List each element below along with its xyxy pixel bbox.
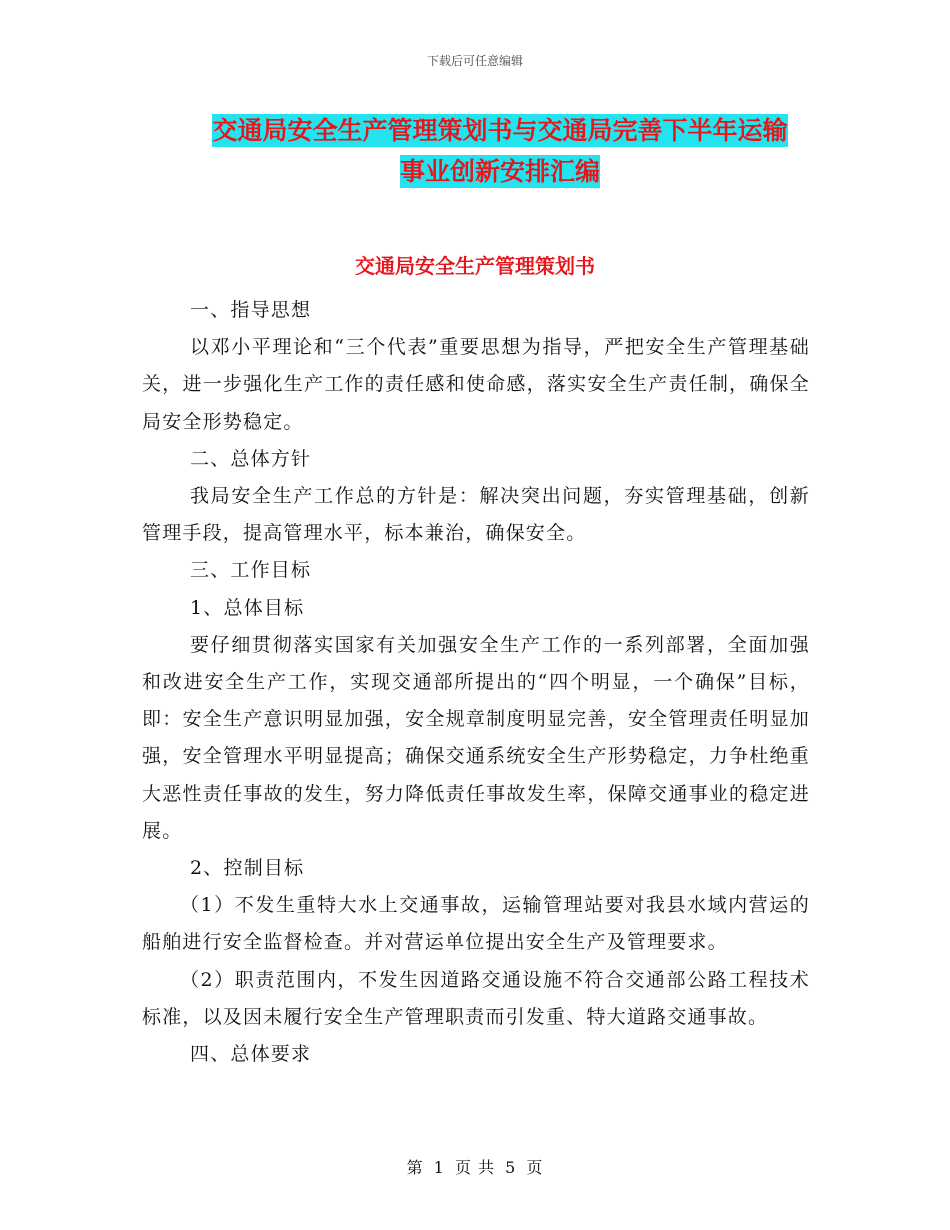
paragraph: （1）不发生重特大水上交通事故，运输管理站要对我县水域内营运的船舶进行安全监督检查。并对营运单位提出安全生产及管理要求。 xyxy=(142,894,810,954)
heading-work-goals: 三、工作目标 xyxy=(190,559,312,582)
header-note: 下载后可任意编辑 xyxy=(426,54,523,68)
subheading-control-goal: 2、控制目标 xyxy=(190,857,305,880)
page-current: 1 xyxy=(433,1158,445,1177)
page-total: 5 xyxy=(505,1158,517,1177)
page-footer xyxy=(0,1155,950,1178)
document-title-line-2: 事业创新安排汇编 xyxy=(399,157,600,186)
heading-overall-requirements: 四、总体要求 xyxy=(190,1043,312,1066)
page-label-suffix: 页 xyxy=(526,1158,544,1177)
document-body xyxy=(142,292,810,1073)
document-title xyxy=(190,110,810,192)
paragraph: （2）职责范围内，不发生因道路交通设施不符合交通部公路工程技术标准，以及因未履行安全生产管理职责而引发重、特大道路交通事故。 xyxy=(142,968,810,1028)
subheading-overall-goal: 1、总体目标 xyxy=(190,596,305,619)
paragraph: 要仔细贯彻落实国家有关加强安全生产工作的一系列部署，全面加强和改进安全生产工作，实现交通部所提出的“四个明显，一个确保”目标，即：安全生产意识明显加强，安全规章制度明显完善，安全管理责任明显加强，安全管理水平明显提高；确保交通系统安全生产形势稳定，力争杜绝重大恶性责任事故的发生，努力降低责任事故发生率，保障交通事业的稳定进展。 xyxy=(142,633,810,842)
document-title-line-1: 交通局安全生产管理策划书与交通局完善下半年运输 xyxy=(212,116,788,145)
paragraph: 我局安全生产工作总的方针是：解决突出问题，夯实管理基础，创新管理手段，提高管理水平，标本兼治，确保安全。 xyxy=(142,485,810,545)
heading-general-policy: 二、总体方针 xyxy=(190,447,312,470)
section-title: 交通局安全生产管理策划书 xyxy=(355,254,595,278)
page-label-middle: 页 共 xyxy=(454,1158,496,1177)
heading-guiding-ideology: 一、指导思想 xyxy=(190,299,312,321)
page-label-prefix: 第 xyxy=(406,1158,424,1177)
paragraph: 以邓小平理论和“三个代表”重要思想为指导，严把安全生产管理基础关，进一步强化生产工作的责任感和使命感，落实安全生产责任制，确保全局安全形势稳定。 xyxy=(142,336,810,433)
